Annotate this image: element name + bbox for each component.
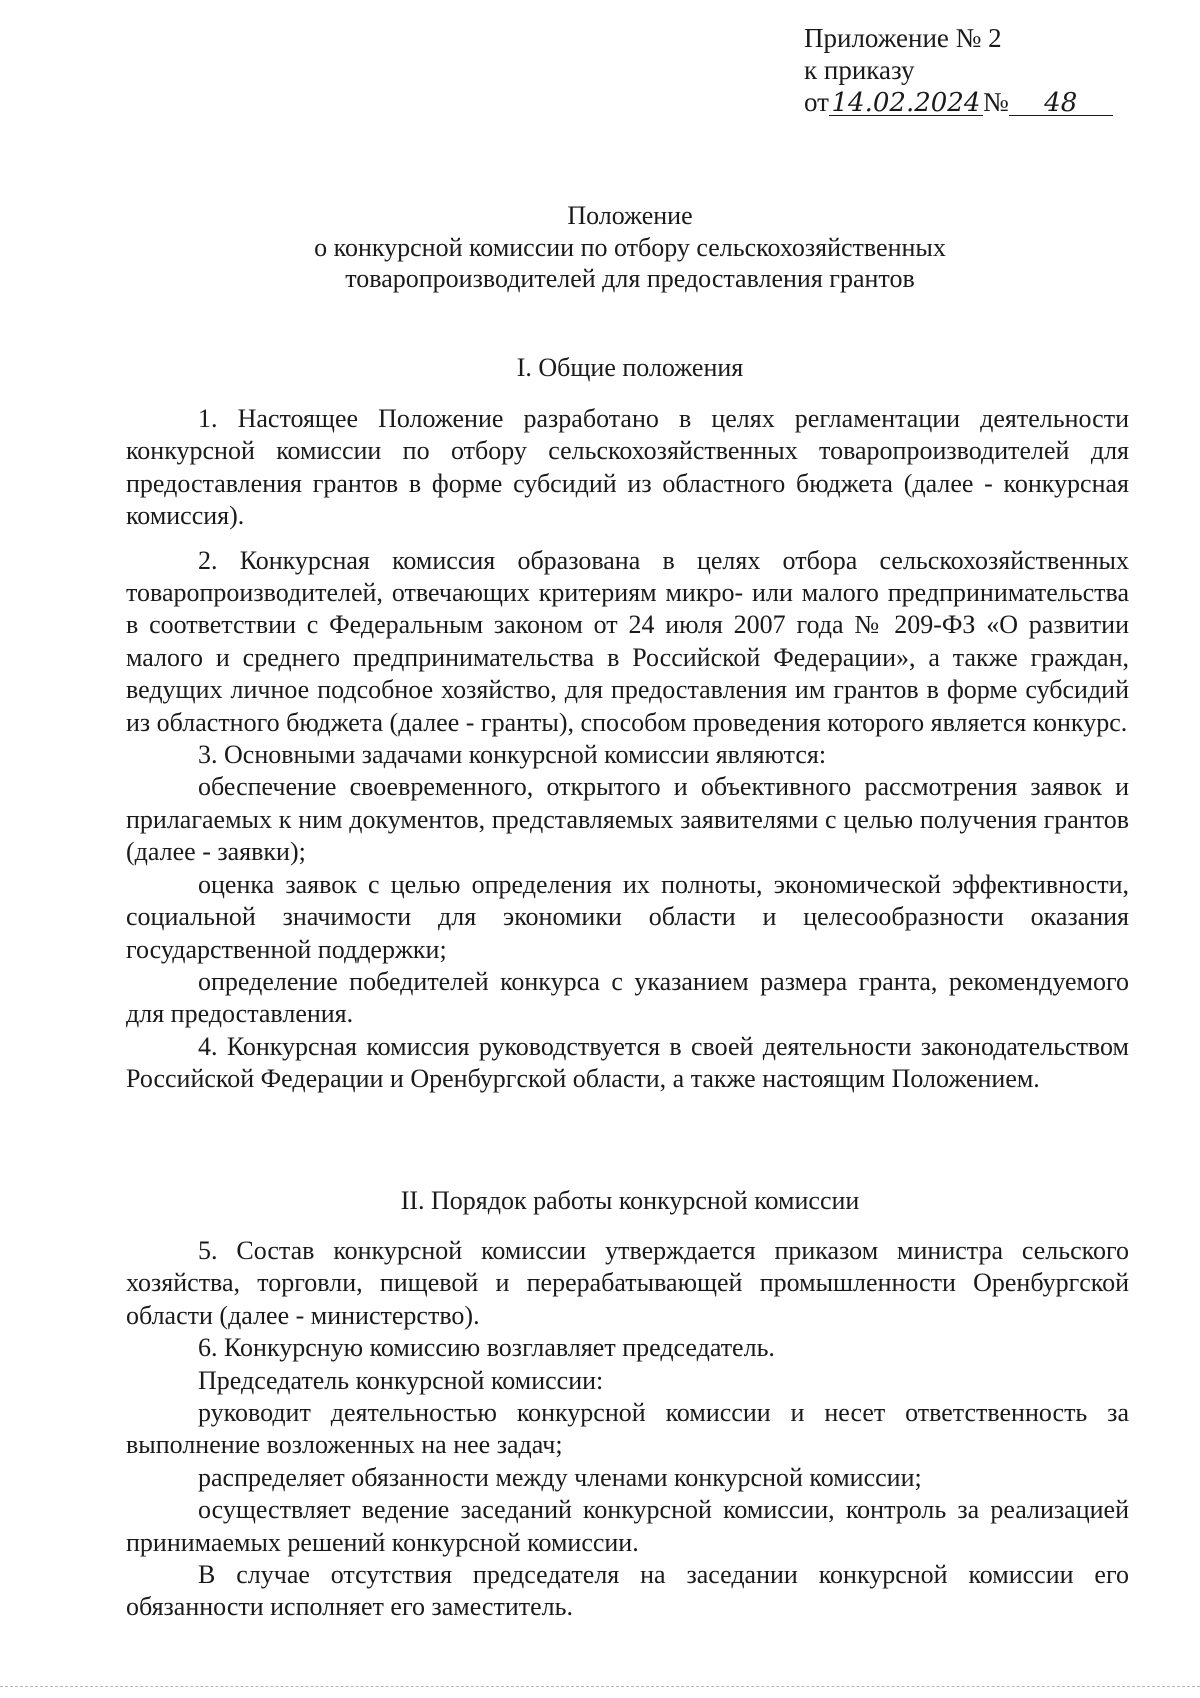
scan-edge-line [0, 1686, 1200, 1687]
order-reference: к приказу [804, 55, 915, 85]
paragraph: руководит деятельностью конкурсной комиссии и несет ответственность за выполнение возложенных на нее задач; [126, 1398, 1129, 1460]
document-title [0, 200, 1200, 295]
title-line-2: о конкурсной комиссии по отбору сельскохозяйственных [314, 232, 946, 262]
section-2-body [126, 1235, 1129, 1624]
section-2-heading: II. Порядок работы конкурсной комиссии [400, 1186, 860, 1215]
paragraph: В случае отсутствия председателя на заседании конкурсной комиссии его обязанности исполняет его заместитель. [126, 1560, 1129, 1622]
section-1-heading: I. Общие положения [516, 353, 744, 382]
order-date-line [804, 86, 1113, 118]
paragraph: оценка заявок с целью определения их полноты, экономической эффективности, социальной значимости для экономики области и целесообразности оказания государственной поддержки; [126, 869, 1129, 964]
paragraph: 2. Конкурсная комиссия образована в целях отбора сельскохозяйственных товаропроизводителей, отвечающих критериям микро- или малого предпринимательства в соответствии с Федеральным законом от 24 июля 2007 года № 209-ФЗ «О развитии малого и среднего предпринимательства в Российской Федерации», а также граждан, ведущих личное подсобное хозяйство, для предоставления им грантов в форме субсидий из областного бюджета (далее - гранты), способом проведения которого является конкурс. [126, 545, 1129, 737]
paragraph: осуществляет ведение заседаний конкурсной комиссии, контроль за реализацией принимаемых решений конкурсной комиссии. [126, 1495, 1129, 1557]
number-sign: № [982, 87, 1009, 117]
paragraph: 4. Конкурсная комиссия руководствуется в своей деятельности законодательством Российской Федерации и Оренбургской области, а также настоящим Положением. [126, 1031, 1129, 1094]
paragraph: 1. Настоящее Положение разработано в целях регламентации деятельности конкурсной комиссии по отбору сельскохозяйственных товаропроизводителей для предоставления грантов в форме субсидий из областного бюджета (далее - конкурсная комиссия). [126, 404, 1129, 531]
from-prefix: от [804, 87, 829, 117]
section-1-body [126, 403, 1129, 1096]
title-line-1: Положение [567, 201, 693, 230]
paragraph: определение победителей конкурса с указанием размера гранта, рекомендуемого для предоставления. [126, 966, 1129, 1029]
handwritten-number: 48 [1009, 91, 1113, 116]
paragraph: 3. Основными задачами конкурсной комиссии являются: [198, 740, 827, 770]
paragraph: 6. Конкурсную комиссию возглавляет председатель. [198, 1333, 775, 1363]
paragraph: распределяет обязанности между членами конкурсной комиссии; [198, 1462, 922, 1492]
handwritten-date: 14.02.2024 [829, 91, 983, 116]
appendix-number: Приложение № 2 [804, 23, 1002, 53]
title-line-3: товаропроизводителей для предоставления грантов [345, 264, 915, 293]
paragraph: обеспечение своевременного, открытого и объективного рассмотрения заявок и прилагаемых к ним документов, представляемых заявителями с целью получения грантов (далее - заявки); [126, 772, 1129, 867]
paragraph: Председатель конкурсной комиссии: [198, 1365, 604, 1395]
paragraph: 5. Состав конкурсной комиссии утверждается приказом министра сельского хозяйства, торговли, пищевой и перерабатывающей промышленности Оренбургской области (далее - министерство). [126, 1236, 1129, 1330]
appendix-header [804, 22, 1113, 118]
